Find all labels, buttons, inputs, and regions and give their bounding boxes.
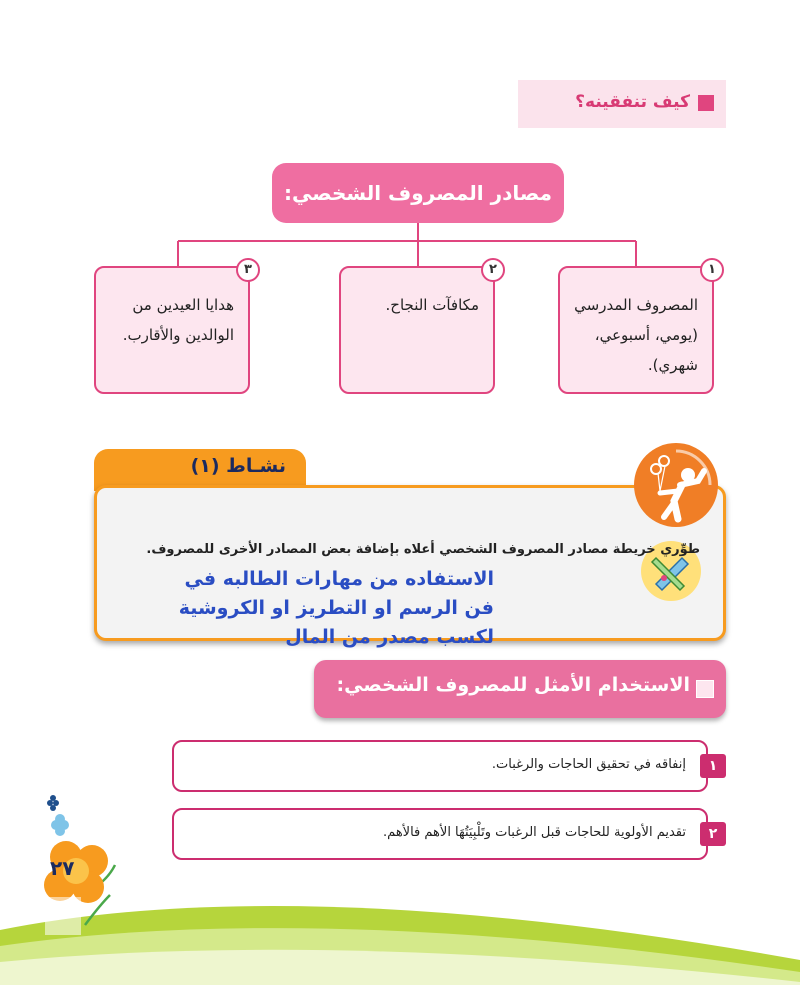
source-text-3: هدايا العيدين من الوالدين والأقارب. [122, 296, 234, 344]
source-number-2: ٢ [481, 258, 505, 282]
page-number: ٢٧ [50, 856, 75, 880]
usage-item-number: ١ [700, 754, 726, 778]
activity-label: نشـاط (١) [190, 455, 286, 477]
usage-item-text: تقديم الأولوية للحاجات قبل الرغبات وتَلْبِيَتُهَا الأهم فالأهم. [383, 825, 686, 840]
map-title: مصادر المصروف الشخصي: [272, 163, 564, 223]
section-title: كيف تنفقينه؟ [575, 92, 690, 112]
source-text-2: مكافآت النجاح. [385, 296, 479, 314]
handwritten-note: الاستفاده من مهارات الطالبه في فن الرسم او التطريز او الكروشية لكسب مصدر من المال [178, 568, 494, 648]
bullet-square-icon [696, 680, 714, 698]
source-number-1: ١ [700, 258, 724, 282]
source-box-3 [94, 266, 250, 394]
activity-person-icon [630, 441, 722, 529]
source-text-1: المصروف المدرسي (يومي، أسبوعي، شهري). [574, 296, 698, 374]
flower-decoration-icon [30, 795, 125, 945]
source-box-1 [558, 266, 714, 394]
source-box-2 [339, 266, 495, 394]
usage-item-number: ٢ [700, 822, 726, 846]
usage-header [314, 660, 726, 718]
usage-item-text: إنفاقه في تحقيق الحاجات والرغبات. [491, 757, 686, 772]
usage-item-1 [172, 740, 708, 792]
source-number-3: ٣ [236, 258, 260, 282]
activity-instructions: طوِّري خريطة مصادر المصروف الشخصي أعلاه بإضافة بعض المصادر الأخرى للمصروف. [146, 542, 700, 557]
usage-title: الاستخدام الأمثل للمصروف الشخصي: [336, 674, 690, 696]
